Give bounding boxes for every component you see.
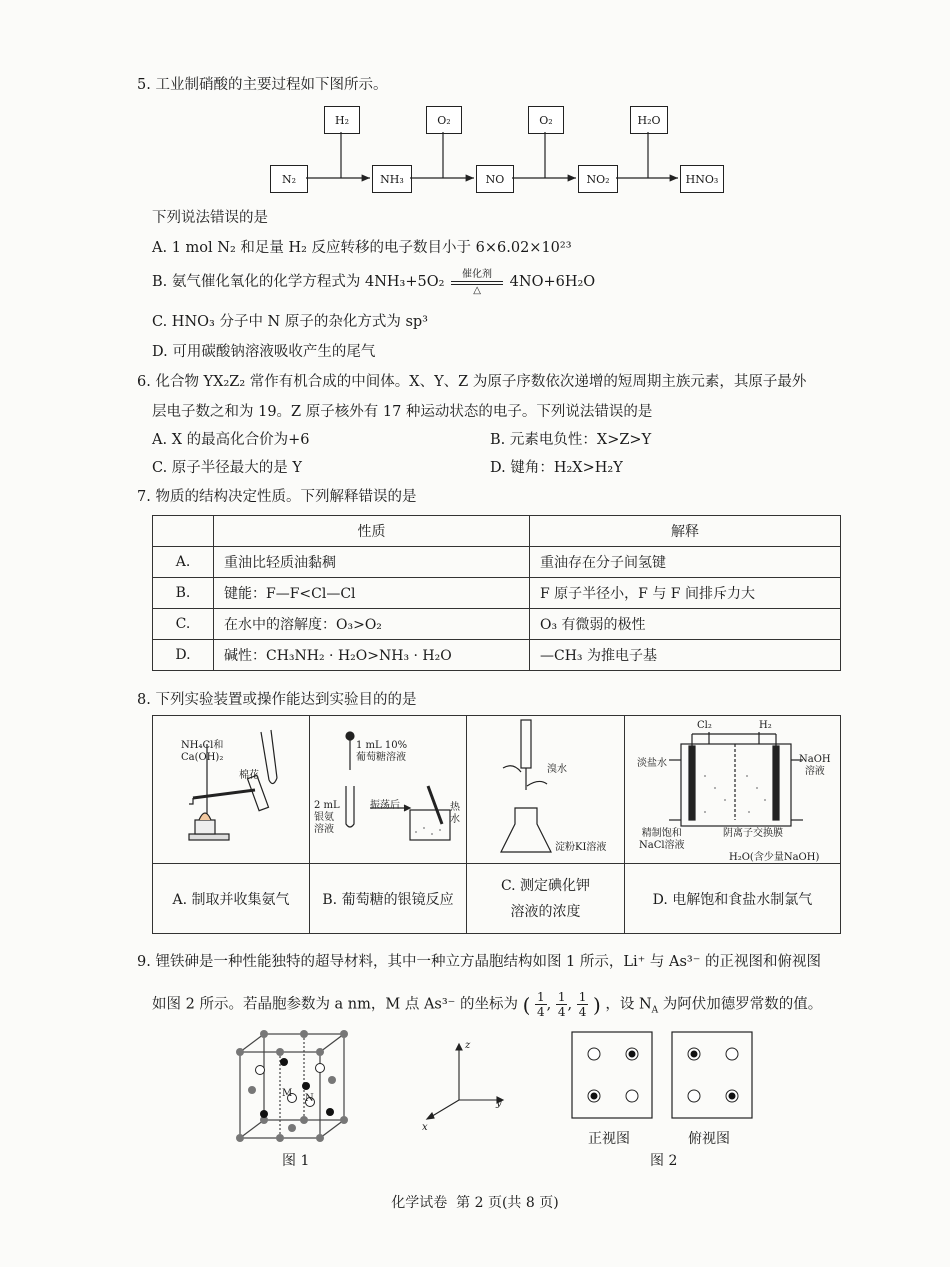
heat-label: △ [473,285,481,296]
frac: $\frac{1}{4}$ [578,990,587,1019]
table-header-cell: 解释 [530,516,841,547]
caption-c-line1: C. 测定碘化钾 [500,877,591,894]
label-bromine: 溴水 [547,764,567,775]
axis-y: y [496,1098,502,1109]
q6-option-d: D. 键角：H₂X>H₂Y [490,460,623,476]
table-header-cell: 性质 [214,516,530,547]
table-header-cell [153,516,214,547]
label: 水 [450,814,460,825]
label: NH₄Cl和 [181,740,224,751]
coordinate-axes-diagram [415,1040,515,1130]
crystal-cell-diagram [230,1030,360,1142]
ammonia-apparatus-icon [153,716,309,864]
table-cell: C. [153,609,214,640]
label-water: H₂O(含少量NaOH) [729,852,820,863]
label: 1 mL 10% [356,740,408,751]
flow-reagent-1: H₂ [324,106,360,134]
label: Ca(OH)₂ [181,752,224,763]
flow-node-3: NO [476,165,514,193]
apparatus-a [153,716,310,864]
label-cl2: Cl₂ [697,720,712,731]
table-cell: A. [153,547,214,578]
flow-node-2: NH₃ [372,165,412,193]
q8-stem: 8. 下列实验装置或操作能达到实验目的的是 [137,692,417,708]
flow-arrows [0,0,950,220]
table-cell: —CH₃ 为推电子基 [530,640,841,671]
apparatus-b [310,716,467,864]
frac: $\frac{1}{4}$ [536,990,545,1019]
electrolysis-cell-icon [625,716,839,864]
q7-stem: 7. 物质的结构决定性质。下列解释错误的是 [137,489,417,505]
apparatus-c [467,716,625,864]
label-m: M [282,1088,293,1099]
q5-option-a: A. 1 mol N₂ 和足量 H₂ 反应转移的电子数目小于 6×6.02×10²³ [152,240,572,256]
table-row [153,547,841,578]
paren-open: ( [522,992,531,1017]
table-cell: 键能：F—F<Cl—Cl [214,578,530,609]
label-h2: H₂ [759,720,772,731]
table-cell: 重油存在分子间氢键 [530,547,841,578]
label-n: N [305,1093,314,1104]
label: 2 mL [314,800,340,811]
q6-line1: 6. 化合物 YX₂Z₂ 常作有机合成的中间体。X、Y、Z 为原子序数依次递增的短周期主族元素，其原子最外 [137,374,807,390]
label: NaCl溶液 [639,840,685,851]
flow-node-4: NO₂ [578,165,618,193]
q6-option-c: C. 原子半径最大的是 Y [152,460,302,476]
q6-line2: 层电子数之和为 19。Z 原子核外有 17 种运动状态的电子。下列说法错误的是 [152,404,653,420]
table-cell: D. [153,640,214,671]
table-cell: O₃ 有微弱的极性 [530,609,841,640]
label-dilute-brine: 淡盐水 [637,758,667,769]
catalyst-label: 催化剂 [462,269,493,280]
caption-d: D. 电解饱和食盐水制氯气 [625,864,841,934]
fig2-caption: 图 2 [650,1153,678,1169]
label: 精制饱和 [641,828,682,839]
label: 热 [450,802,460,813]
page-footer: 化学试卷 第 2 页(共 8 页) [391,1195,559,1211]
q5-option-c: C. HNO₃ 分子中 N 原子的杂化方式为 sp³ [152,314,428,330]
caption-a: A. 制取并收集氨气 [153,864,310,934]
q5-option-b-post: 4NO+6H₂O [509,274,596,290]
caption-c [467,864,625,934]
q9-line2: 如图 2 所示。若晶胞参数为 a nm，M 点 As³⁻ 的坐标为 ( $\frac{1}{4}$, $\frac{1}{4}$, $\frac{1}{4}$ ) ，设 $N_A$ 为阿伏加德罗常数的值。 [152,990,823,1019]
fig1-caption: 图 1 [282,1153,310,1169]
label-cotton: 棉花 [239,770,259,781]
flow-reagent-3: O₂ [528,106,564,134]
q5-option-b-pre: B. 氨气催化氧化的化学方程式为 4NH₃+5O₂ [152,274,445,290]
label-shake: 振荡后 [370,800,400,811]
label: 银氨 [314,812,334,823]
table-cell: 碱性：CH₃NH₂ · H₂O>NH₃ · H₂O [214,640,530,671]
q6-option-b: B. 元素电负性：X>Z>Y [490,432,652,448]
label: 溶液 [804,766,825,777]
q5-option-d: D. 可用碳酸钠溶液吸收产生的尾气 [152,344,376,360]
q9-line2-post: ，设 N [605,996,652,1013]
label-ki: 淀粉KI溶液 [555,842,607,853]
axis-z: z [465,1040,471,1051]
flow-reagent-2: O₂ [426,106,462,134]
table-cell: B. [153,578,214,609]
table-row [153,578,841,609]
top-view-caption: 俯视图 [688,1131,730,1147]
table-cell: 在水中的溶解度：O₃>O₂ [214,609,530,640]
apparatus-d [625,716,841,864]
reaction-arrow [449,269,505,296]
titration-apparatus-icon [467,716,624,864]
table-row [153,609,841,640]
table-cell: F 原子半径小，F 与 F 间排斥力大 [530,578,841,609]
label: 溶液 [314,824,334,835]
table-cell: 重油比轻质油黏稠 [214,547,530,578]
label: NaOH [799,754,831,765]
axis-x: x [422,1122,428,1133]
flow-node-5: HNO₃ [680,165,724,193]
label-membrane: 阴离子交换膜 [723,828,783,839]
q5-option-b [152,269,596,296]
caption-c-line2: 溶液的浓度 [510,903,581,920]
flow-reagent-4: H₂O [630,106,668,134]
q9-line1: 9. 锂铁砷是一种性能独特的超导材料，其中一种立方晶胞结构如图 1 所示，Li⁺ 与 As³⁻ 的正视图和俯视图 [137,954,822,970]
q5-question: 下列说法错误的是 [152,210,268,226]
silver-mirror-apparatus-icon [310,716,466,864]
q7-table [152,515,841,671]
q8-table [152,715,841,934]
table-header-row [153,516,841,547]
front-view-caption: 正视图 [588,1131,630,1147]
q9-line2-end: 为阿伏加德罗常数的值。 [658,996,823,1013]
caption-b: B. 葡萄糖的银镜反应 [310,864,467,934]
frac: $\frac{1}{4}$ [557,990,566,1019]
flow-node-1: N₂ [270,165,308,193]
q5-stem: 5. 工业制硝酸的主要过程如下图所示。 [137,77,388,93]
q6-option-a: A. X 的最高化合价为+6 [152,432,310,448]
label: 葡萄糖溶液 [356,752,406,763]
projection-views-diagram [570,1030,760,1122]
paren-close: ) [592,992,601,1017]
q9-line2-pre: 如图 2 所示。若晶胞参数为 a nm，M 点 As³⁻ 的坐标为 [152,996,518,1013]
table-row [153,640,841,671]
